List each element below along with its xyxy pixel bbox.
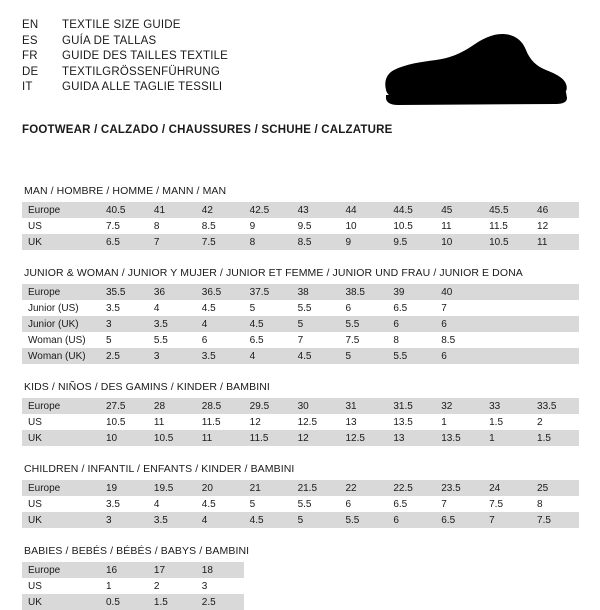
cell: 6 xyxy=(387,316,435,332)
cell: 13.5 xyxy=(393,416,413,428)
cell: 11 xyxy=(196,430,244,446)
cell: 6 xyxy=(435,316,483,332)
cell: 5 xyxy=(249,302,256,314)
cell: 28.5 xyxy=(196,398,244,414)
cell: 13.5 xyxy=(435,430,483,446)
cell: 13 xyxy=(387,430,435,446)
cell: 5.5 xyxy=(387,348,435,364)
row-label: US xyxy=(28,220,42,232)
row-label: US xyxy=(28,498,42,510)
cell: 42.5 xyxy=(244,202,292,218)
cell xyxy=(483,594,531,610)
cell: 6 xyxy=(201,334,208,346)
cell: 11 xyxy=(153,416,165,428)
table-row xyxy=(22,284,579,300)
cell: 3.5 xyxy=(196,348,244,364)
cell: 7 xyxy=(297,334,304,346)
cell: 1.5 xyxy=(489,416,504,428)
table-row xyxy=(22,316,579,332)
cell: 6.5 xyxy=(393,302,408,314)
cell: 10.5 xyxy=(106,416,126,428)
cell: 12 xyxy=(249,416,261,428)
cell: 43 xyxy=(292,202,340,218)
cell: 3 xyxy=(201,580,208,592)
language-code: EN xyxy=(22,19,39,31)
table-row xyxy=(22,578,579,594)
cell: 11.5 xyxy=(489,220,508,232)
cell xyxy=(292,578,340,594)
cell: 12 xyxy=(537,220,549,232)
cell xyxy=(339,578,387,594)
cell: 5.5 xyxy=(153,334,168,346)
row-label: Europe xyxy=(22,562,100,578)
cell: 1 xyxy=(106,580,112,592)
cell xyxy=(531,594,579,610)
cell: 7.5 xyxy=(489,498,504,510)
cell: 9 xyxy=(249,220,256,232)
cell: 33.5 xyxy=(531,398,579,414)
cell: 32 xyxy=(435,398,483,414)
section-junior-woman xyxy=(22,260,578,364)
cell: 4.5 xyxy=(292,348,340,364)
row-label: Woman (US) xyxy=(28,334,86,346)
cell: 4 xyxy=(153,498,160,510)
header xyxy=(22,18,578,110)
language-title: GUIDA ALLE TAGLIE TESSILI xyxy=(62,81,223,93)
cell: 25 xyxy=(531,480,579,496)
cell: 1.5 xyxy=(531,430,579,446)
cell: 2 xyxy=(153,580,160,592)
table-row xyxy=(22,496,579,512)
cell: 8.5 xyxy=(201,220,216,232)
cell: 44.5 xyxy=(387,202,435,218)
cell xyxy=(531,348,579,364)
cell: 40 xyxy=(435,284,483,300)
cell: 11.5 xyxy=(201,416,221,428)
section-kids xyxy=(22,374,578,446)
cell: 36 xyxy=(148,284,196,300)
cell: 10.5 xyxy=(483,234,531,250)
cell: 6.5 xyxy=(435,512,483,528)
cell: 6.5 xyxy=(100,234,148,250)
cell: 31 xyxy=(339,398,387,414)
cell xyxy=(244,562,292,578)
size-table-kids xyxy=(22,398,579,446)
cell xyxy=(483,332,531,348)
cell xyxy=(339,594,387,610)
language-row xyxy=(22,80,228,96)
cell: 3 xyxy=(100,316,148,332)
cell: 45 xyxy=(435,202,483,218)
cell: 35.5 xyxy=(100,284,148,300)
cell: 22 xyxy=(339,480,387,496)
cell: 4.5 xyxy=(244,512,292,528)
cell: 3 xyxy=(148,348,196,364)
table-row xyxy=(22,480,579,496)
cell: 7 xyxy=(441,498,447,510)
cell: 46 xyxy=(531,202,579,218)
table-row xyxy=(22,562,579,578)
cell xyxy=(244,594,292,610)
cell xyxy=(339,562,387,578)
cell: 5 xyxy=(292,316,340,332)
cell: 6 xyxy=(345,498,352,510)
row-label: Europe xyxy=(22,398,100,414)
cell: 6.5 xyxy=(249,334,264,346)
cell xyxy=(483,316,531,332)
dress-shoe-icon xyxy=(380,32,570,110)
cell: 1.5 xyxy=(148,594,196,610)
cell: 1 xyxy=(483,430,531,446)
cell: 6.5 xyxy=(393,498,408,510)
cell: 8 xyxy=(153,220,160,232)
footwear-heading: FOOTWEAR / CALZADO / CHAUSSURES / SCHUHE / CALZATURE xyxy=(22,124,393,136)
cell xyxy=(435,562,483,578)
cell: 24 xyxy=(483,480,531,496)
cell: 16 xyxy=(100,562,148,578)
row-label: UK xyxy=(22,512,100,528)
language-row xyxy=(22,65,228,81)
cell: 31.5 xyxy=(387,398,435,414)
cell: 5.5 xyxy=(297,302,312,314)
row-label: Europe xyxy=(22,202,100,218)
cell: 4.5 xyxy=(201,498,216,510)
cell: 6 xyxy=(435,348,483,364)
cell xyxy=(483,348,531,364)
size-table-babies xyxy=(22,562,579,610)
language-row xyxy=(22,18,228,34)
cell: 2.5 xyxy=(196,594,244,610)
cell: 4.5 xyxy=(244,316,292,332)
cell: 4 xyxy=(153,302,160,314)
section-title: CHILDREN / INFANTIL / ENFANTS / KINDER / BAMBINI xyxy=(24,463,295,475)
cell: 9 xyxy=(339,234,387,250)
section-title: KIDS / NIÑOS / DES GAMINS / KINDER / BAMBINI xyxy=(24,381,270,393)
cell: 11 xyxy=(441,220,452,232)
cell: 23.5 xyxy=(435,480,483,496)
cell: 33 xyxy=(483,398,531,414)
cell xyxy=(292,594,340,610)
table-row xyxy=(22,512,579,528)
cell xyxy=(435,594,483,610)
cell: 7 xyxy=(441,302,447,314)
table-row xyxy=(22,348,579,364)
table-row xyxy=(22,430,579,446)
cell: 10 xyxy=(345,220,357,232)
cell xyxy=(292,562,340,578)
size-table-man xyxy=(22,202,579,250)
cell: 10.5 xyxy=(393,220,413,232)
cell: 5 xyxy=(106,334,112,346)
cell: 38.5 xyxy=(339,284,387,300)
table-row xyxy=(22,218,579,234)
row-label: Europe xyxy=(22,284,100,300)
section-babies xyxy=(22,538,578,610)
cell: 6 xyxy=(387,512,435,528)
cell: 12.5 xyxy=(297,416,318,428)
cell: 29.5 xyxy=(244,398,292,414)
cell: 8.5 xyxy=(292,234,340,250)
cell: 39 xyxy=(387,284,435,300)
cell: 7.5 xyxy=(196,234,244,250)
language-title: GUIDE DES TAILLES TEXTILE xyxy=(62,50,229,62)
cell: 5 xyxy=(339,348,387,364)
cell: 0.5 xyxy=(100,594,148,610)
table-row xyxy=(22,234,579,250)
cell: 27.5 xyxy=(100,398,148,414)
cell: 5 xyxy=(292,512,340,528)
cell: 2 xyxy=(537,416,543,428)
cell: 3.5 xyxy=(148,512,196,528)
cell: 7 xyxy=(148,234,196,250)
cell: 40.5 xyxy=(100,202,148,218)
cell: 17 xyxy=(148,562,196,578)
row-label: Junior (US) xyxy=(28,302,79,314)
cell: 12 xyxy=(292,430,340,446)
cell: 8 xyxy=(393,334,399,346)
row-label: US xyxy=(28,580,42,592)
cell xyxy=(387,594,435,610)
cell xyxy=(435,578,483,594)
table-row xyxy=(22,414,579,430)
row-label: UK xyxy=(22,430,100,446)
language-title-list xyxy=(22,18,228,96)
cell: 12.5 xyxy=(339,430,387,446)
cell: 11.5 xyxy=(244,430,292,446)
cell: 42 xyxy=(196,202,244,218)
cell: 28 xyxy=(148,398,196,414)
cell: 3.5 xyxy=(106,302,120,314)
cell: 13 xyxy=(345,416,357,428)
size-table-junior-woman xyxy=(22,284,579,364)
cell: 19.5 xyxy=(148,480,196,496)
cell: 2.5 xyxy=(100,348,148,364)
cell: 22.5 xyxy=(387,480,435,496)
cell: 4.5 xyxy=(201,302,216,314)
language-row xyxy=(22,34,228,50)
cell: 9.5 xyxy=(387,234,435,250)
section-man xyxy=(22,178,578,250)
language-title: TEXTILGRÖSSENFÜHRUNG xyxy=(62,65,220,78)
cell: 18 xyxy=(196,562,244,578)
table-row xyxy=(22,332,579,348)
cell: 9.5 xyxy=(297,220,312,232)
section-title: BABIES / BEBÉS / BÉBÉS / BABYS / BAMBINI xyxy=(24,545,250,557)
cell: 4 xyxy=(196,316,244,332)
cell: 11 xyxy=(531,234,579,250)
cell: 38 xyxy=(292,284,340,300)
cell xyxy=(483,578,531,594)
cell xyxy=(531,316,579,332)
cell: 8 xyxy=(537,498,543,510)
language-code: FR xyxy=(22,50,38,62)
cell: 7.5 xyxy=(106,220,120,232)
cell xyxy=(483,562,531,578)
cell xyxy=(483,284,531,300)
language-title: TEXTILE SIZE GUIDE xyxy=(62,19,181,31)
cell: 36.5 xyxy=(196,284,244,300)
cell: 10.5 xyxy=(148,430,196,446)
row-label: Woman (UK) xyxy=(22,348,100,364)
cell: 4 xyxy=(196,512,244,528)
cell: 44 xyxy=(339,202,387,218)
cell xyxy=(531,300,579,316)
row-label: US xyxy=(28,416,42,428)
cell: 5.5 xyxy=(339,512,387,528)
cell: 7.5 xyxy=(345,334,360,346)
table-row xyxy=(22,300,579,316)
section-children xyxy=(22,456,578,528)
table-row xyxy=(22,594,579,610)
cell: 5.5 xyxy=(339,316,387,332)
cell: 21.5 xyxy=(292,480,340,496)
table-row xyxy=(22,398,579,414)
cell xyxy=(531,578,579,594)
cell xyxy=(483,300,531,316)
cell: 7.5 xyxy=(531,512,579,528)
section-title: JUNIOR & WOMAN / JUNIOR Y MUJER / JUNIOR ET FEMME / JUNIOR UND FRAU / JUNIOR E DONA xyxy=(24,267,523,279)
cell: 30 xyxy=(292,398,340,414)
cell: 8 xyxy=(244,234,292,250)
cell xyxy=(531,562,579,578)
cell: 7 xyxy=(483,512,531,528)
cell xyxy=(387,578,435,594)
cell: 5 xyxy=(249,498,256,510)
language-title: GUÍA DE TALLAS xyxy=(62,34,157,47)
row-label: Europe xyxy=(22,480,100,496)
cell: 3.5 xyxy=(148,316,196,332)
cell: 10 xyxy=(100,430,148,446)
cell: 10 xyxy=(435,234,483,250)
cell xyxy=(244,578,292,594)
row-label: Junior (UK) xyxy=(22,316,100,332)
row-label: UK xyxy=(22,234,100,250)
cell: 4 xyxy=(244,348,292,364)
size-table-children xyxy=(22,480,579,528)
language-code: DE xyxy=(22,65,39,78)
cell: 20 xyxy=(196,480,244,496)
cell: 37.5 xyxy=(244,284,292,300)
cell: 1 xyxy=(441,416,447,428)
cell: 45.5 xyxy=(483,202,531,218)
section-title: MAN / HOMBRE / HOMME / MANN / MAN xyxy=(24,185,227,197)
cell: 3.5 xyxy=(106,498,120,510)
row-label: UK xyxy=(22,594,100,610)
cell: 8.5 xyxy=(441,334,456,346)
cell: 5.5 xyxy=(297,498,312,510)
cell: 21 xyxy=(244,480,292,496)
language-row xyxy=(22,49,228,65)
cell xyxy=(531,284,579,300)
cell: 41 xyxy=(148,202,196,218)
cell xyxy=(531,332,579,348)
cell: 19 xyxy=(100,480,148,496)
language-code: ES xyxy=(22,34,38,47)
cell: 3 xyxy=(100,512,148,528)
language-code: IT xyxy=(22,81,33,93)
cell xyxy=(387,562,435,578)
table-row xyxy=(22,202,579,218)
cell: 6 xyxy=(345,302,352,314)
